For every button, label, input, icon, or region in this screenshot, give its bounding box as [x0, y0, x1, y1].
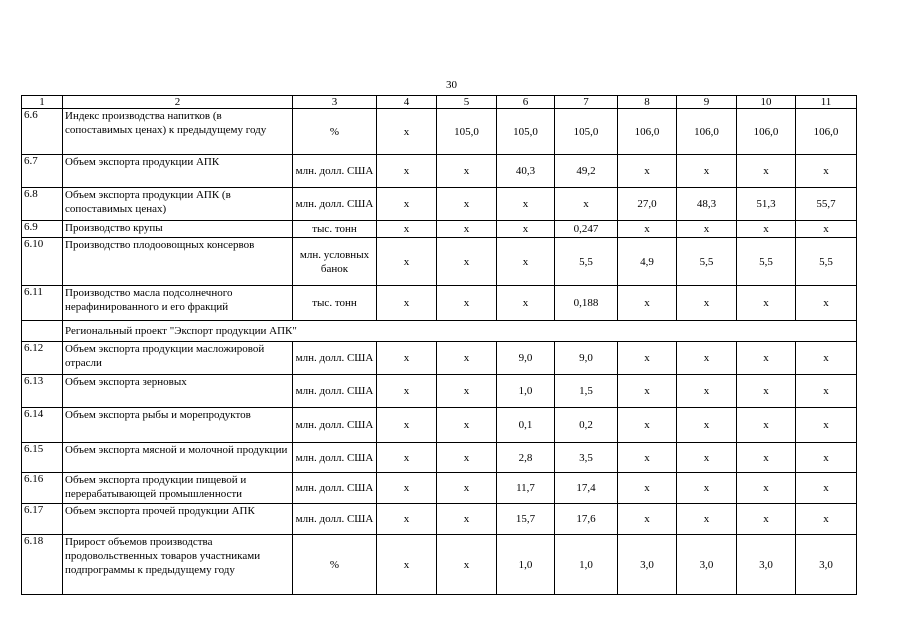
- indicators-table: [21, 95, 857, 595]
- value-cell: х: [377, 109, 437, 155]
- value-cell: х: [796, 504, 857, 535]
- value-cell: х: [796, 375, 857, 408]
- value-cell: х: [497, 221, 555, 238]
- page-number: 30: [446, 79, 457, 91]
- unit-of-measure: %: [293, 109, 377, 155]
- value-cell: х: [377, 188, 437, 221]
- value-cell: х: [377, 535, 437, 595]
- section-num-cell: [22, 321, 63, 342]
- value-cell: х: [437, 286, 497, 321]
- indicator-name: Объем экспорта продукции АПК (в сопоставимых ценах): [63, 188, 293, 221]
- table-row: [22, 238, 857, 286]
- value-cell: х: [555, 188, 618, 221]
- value-cell: х: [377, 408, 437, 443]
- row-number: 6.14: [22, 408, 63, 443]
- value-cell: х: [677, 155, 737, 188]
- row-number: 6.18: [22, 535, 63, 595]
- section-row: [22, 321, 857, 342]
- unit-of-measure: млн. долл. США: [293, 342, 377, 375]
- value-cell: 4,9: [618, 238, 677, 286]
- value-cell: х: [437, 443, 497, 473]
- value-cell: х: [437, 188, 497, 221]
- unit-of-measure: тыс. тонн: [293, 286, 377, 321]
- value-cell: 3,0: [737, 535, 796, 595]
- indicator-name: Объем экспорта продукции пищевой и перерабатывающей промышленности: [63, 473, 293, 504]
- table-row: [22, 473, 857, 504]
- unit-of-measure: млн. долл. США: [293, 375, 377, 408]
- value-cell: х: [618, 342, 677, 375]
- value-cell: х: [377, 286, 437, 321]
- table-row: [22, 109, 857, 155]
- value-cell: х: [796, 342, 857, 375]
- value-cell: 40,3: [497, 155, 555, 188]
- unit-of-measure: %: [293, 535, 377, 595]
- value-cell: х: [677, 473, 737, 504]
- row-number: 6.8: [22, 188, 63, 221]
- value-cell: х: [796, 473, 857, 504]
- value-cell: х: [796, 221, 857, 238]
- column-header: 6: [497, 96, 555, 109]
- row-number: 6.13: [22, 375, 63, 408]
- value-cell: х: [618, 504, 677, 535]
- value-cell: х: [677, 443, 737, 473]
- column-header: 5: [437, 96, 497, 109]
- value-cell: х: [677, 375, 737, 408]
- unit-of-measure: млн. долл. США: [293, 443, 377, 473]
- unit-of-measure: млн. долл. США: [293, 504, 377, 535]
- value-cell: 15,7: [497, 504, 555, 535]
- value-cell: 1,5: [555, 375, 618, 408]
- value-cell: х: [377, 221, 437, 238]
- unit-of-measure: тыс. тонн: [293, 221, 377, 238]
- value-cell: х: [677, 342, 737, 375]
- value-cell: 106,0: [737, 109, 796, 155]
- indicator-name: Объем экспорта рыбы и морепродуктов: [63, 408, 293, 443]
- value-cell: х: [497, 238, 555, 286]
- indicator-name: Объем экспорта мясной и молочной продукции: [63, 443, 293, 473]
- value-cell: х: [618, 155, 677, 188]
- table-row: [22, 286, 857, 321]
- column-header: 3: [293, 96, 377, 109]
- value-cell: 55,7: [796, 188, 857, 221]
- value-cell: 5,5: [677, 238, 737, 286]
- value-cell: х: [497, 286, 555, 321]
- indicator-name: Объем экспорта продукции АПК: [63, 155, 293, 188]
- table-row: [22, 155, 857, 188]
- unit-of-measure: млн. условных банок: [293, 238, 377, 286]
- unit-of-measure: млн. долл. США: [293, 155, 377, 188]
- value-cell: 0,2: [555, 408, 618, 443]
- value-cell: 1,0: [497, 535, 555, 595]
- value-cell: х: [618, 375, 677, 408]
- indicator-name: Производство крупы: [63, 221, 293, 238]
- value-cell: 5,5: [796, 238, 857, 286]
- table-row: [22, 535, 857, 595]
- column-header: 10: [737, 96, 796, 109]
- section-title: Региональный проект "Экспорт продукции АПК": [63, 321, 857, 342]
- value-cell: х: [737, 473, 796, 504]
- row-number: 6.12: [22, 342, 63, 375]
- value-cell: х: [737, 286, 796, 321]
- value-cell: х: [796, 155, 857, 188]
- value-cell: х: [618, 408, 677, 443]
- value-cell: х: [437, 155, 497, 188]
- value-cell: х: [437, 238, 497, 286]
- value-cell: х: [497, 188, 555, 221]
- value-cell: 5,5: [555, 238, 618, 286]
- column-header: 8: [618, 96, 677, 109]
- table-row: [22, 504, 857, 535]
- value-cell: х: [377, 504, 437, 535]
- row-number: 6.10: [22, 238, 63, 286]
- value-cell: х: [737, 504, 796, 535]
- value-cell: х: [796, 443, 857, 473]
- value-cell: 11,7: [497, 473, 555, 504]
- value-cell: х: [437, 408, 497, 443]
- column-header: 4: [377, 96, 437, 109]
- column-number-header-row: [22, 96, 857, 109]
- value-cell: 106,0: [618, 109, 677, 155]
- value-cell: х: [377, 443, 437, 473]
- value-cell: х: [377, 155, 437, 188]
- value-cell: х: [618, 443, 677, 473]
- value-cell: х: [677, 221, 737, 238]
- value-cell: х: [737, 155, 796, 188]
- indicator-name: Прирост объемов производства продовольственных товаров участниками подпрограммы к предыдущему году: [63, 535, 293, 595]
- row-number: 6.6: [22, 109, 63, 155]
- indicator-name: Производство масла подсолнечного нерафинированного и его фракций: [63, 286, 293, 321]
- row-number: 6.9: [22, 221, 63, 238]
- row-number: 6.16: [22, 473, 63, 504]
- value-cell: х: [377, 375, 437, 408]
- value-cell: 27,0: [618, 188, 677, 221]
- value-cell: 9,0: [497, 342, 555, 375]
- row-number: 6.17: [22, 504, 63, 535]
- table-row: [22, 342, 857, 375]
- value-cell: 5,5: [737, 238, 796, 286]
- indicator-name: Объем экспорта продукции масложировой отрасли: [63, 342, 293, 375]
- value-cell: х: [437, 375, 497, 408]
- value-cell: х: [737, 221, 796, 238]
- unit-of-measure: млн. долл. США: [293, 408, 377, 443]
- value-cell: 9,0: [555, 342, 618, 375]
- unit-of-measure: млн. долл. США: [293, 473, 377, 504]
- value-cell: 0,188: [555, 286, 618, 321]
- value-cell: х: [737, 408, 796, 443]
- unit-of-measure: млн. долл. США: [293, 188, 377, 221]
- row-number: 6.15: [22, 443, 63, 473]
- value-cell: х: [677, 504, 737, 535]
- indicator-name: Объем экспорта зерновых: [63, 375, 293, 408]
- row-number: 6.11: [22, 286, 63, 321]
- value-cell: х: [618, 286, 677, 321]
- table-row: [22, 443, 857, 473]
- table-row: [22, 221, 857, 238]
- indicator-name: Объем экспорта прочей продукции АПК: [63, 504, 293, 535]
- column-header: 7: [555, 96, 618, 109]
- value-cell: 17,4: [555, 473, 618, 504]
- value-cell: 3,0: [796, 535, 857, 595]
- value-cell: 105,0: [437, 109, 497, 155]
- value-cell: 3,5: [555, 443, 618, 473]
- value-cell: х: [796, 408, 857, 443]
- value-cell: 17,6: [555, 504, 618, 535]
- value-cell: 106,0: [677, 109, 737, 155]
- table-row: [22, 188, 857, 221]
- table-row: [22, 375, 857, 408]
- value-cell: х: [677, 408, 737, 443]
- value-cell: 1,0: [555, 535, 618, 595]
- column-header: 2: [63, 96, 293, 109]
- value-cell: 3,0: [618, 535, 677, 595]
- value-cell: х: [737, 342, 796, 375]
- table-row: [22, 408, 857, 443]
- value-cell: 3,0: [677, 535, 737, 595]
- value-cell: х: [796, 286, 857, 321]
- indicator-name: Индекс производства напитков (в сопоставимых ценах) к предыдущему году: [63, 109, 293, 155]
- value-cell: 49,2: [555, 155, 618, 188]
- value-cell: 0,247: [555, 221, 618, 238]
- value-cell: х: [737, 375, 796, 408]
- value-cell: х: [437, 342, 497, 375]
- column-header: 9: [677, 96, 737, 109]
- value-cell: 48,3: [677, 188, 737, 221]
- value-cell: 106,0: [796, 109, 857, 155]
- value-cell: 51,3: [737, 188, 796, 221]
- value-cell: х: [437, 221, 497, 238]
- value-cell: х: [618, 473, 677, 504]
- row-number: 6.7: [22, 155, 63, 188]
- value-cell: 105,0: [555, 109, 618, 155]
- value-cell: х: [677, 286, 737, 321]
- value-cell: х: [377, 473, 437, 504]
- value-cell: 2,8: [497, 443, 555, 473]
- value-cell: х: [437, 473, 497, 504]
- value-cell: х: [737, 443, 796, 473]
- value-cell: х: [377, 342, 437, 375]
- value-cell: 1,0: [497, 375, 555, 408]
- value-cell: 0,1: [497, 408, 555, 443]
- value-cell: х: [618, 221, 677, 238]
- column-header: 1: [22, 96, 63, 109]
- indicator-name: Производство плодоовощных консервов: [63, 238, 293, 286]
- value-cell: х: [437, 535, 497, 595]
- value-cell: х: [437, 504, 497, 535]
- column-header: 11: [796, 96, 857, 109]
- value-cell: х: [377, 238, 437, 286]
- value-cell: 105,0: [497, 109, 555, 155]
